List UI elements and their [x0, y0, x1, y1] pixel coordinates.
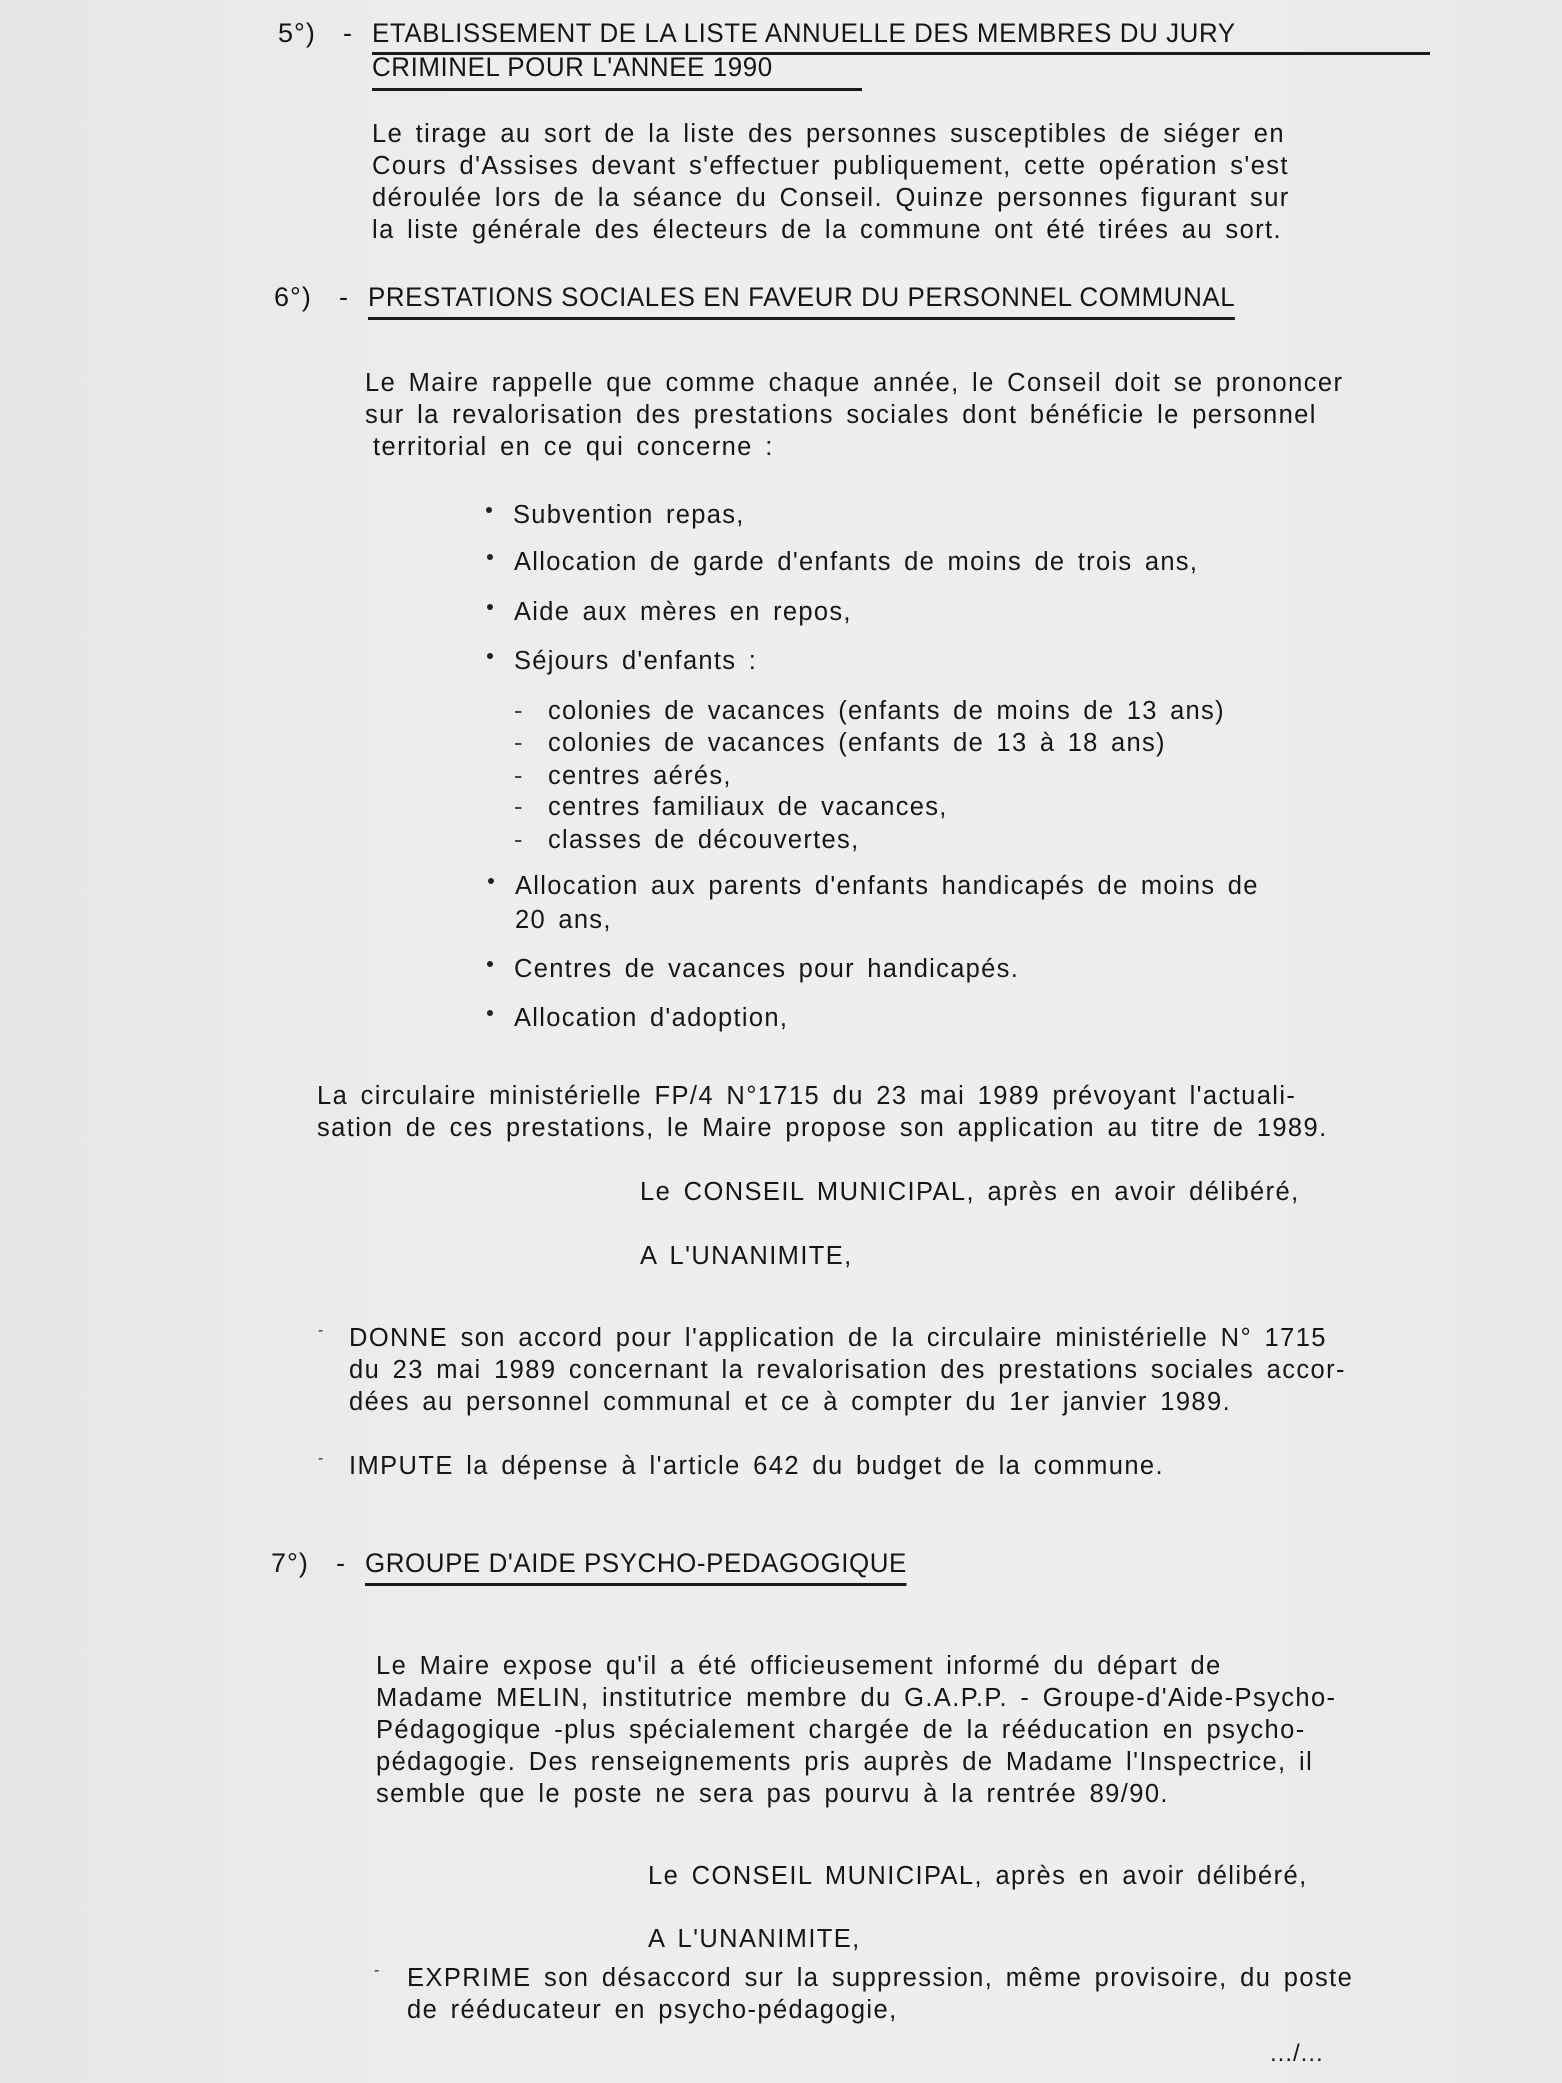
decision-item: [318, 1322, 1346, 1418]
paragraph-line: sur la revalorisation des prestations sociales dont bénéficie le personnel: [365, 401, 1317, 429]
decision-item: [374, 1962, 1354, 2026]
paragraph-line: Pédagogique -plus spécialement chargée de la rééducation en psycho-: [376, 1716, 1306, 1744]
bullet-icon: [487, 1010, 493, 1016]
dash-marker: -: [514, 826, 524, 854]
list-item-text: Centres de vacances pour handicapés.: [514, 955, 1020, 983]
bullet-icon: [488, 878, 494, 884]
dash-marker: -: [318, 1322, 324, 1339]
sub-list-item-text: colonies de vacances (enfants de 13 à 18 ans): [548, 729, 1166, 757]
dash-marker: -: [514, 793, 524, 821]
section-6-intro: [365, 367, 1343, 463]
dash-marker: -: [318, 1450, 324, 1467]
paragraph-line: déroulée lors de la séance du Conseil. Quinze personnes figurant sur: [372, 184, 1290, 212]
list-item-text: Subvention repas,: [513, 501, 745, 529]
bullet-icon: [487, 961, 493, 967]
decision-line: EXPRIME son désaccord sur la suppression, même provisoire, du poste: [407, 1964, 1354, 1992]
list-item: [513, 501, 745, 530]
section-5-title-line-2: CRIMINEL POUR L'ANNEE 1990: [372, 52, 773, 82]
bullet-icon: [487, 653, 493, 659]
section-7-number: 7°): [271, 1548, 309, 1578]
list-item-text: Séjours d'enfants :: [514, 647, 758, 675]
section-5-title-line-1: ETABLISSEMENT DE LA LISTE ANNUELLE DES MEMBRES DU JURY: [372, 18, 1236, 48]
conseil-deliberation: Le CONSEIL MUNICIPAL, après en avoir délibéré,: [648, 1862, 1308, 1890]
sub-list-item-text: centres familiaux de vacances,: [548, 793, 948, 821]
sub-list-item: [514, 793, 948, 822]
unanimite-label: A L'UNANIMITE,: [648, 1925, 861, 1953]
sub-list-item: [514, 762, 732, 791]
dash-marker: -: [374, 1962, 380, 1979]
paragraph-line: territorial en ce qui concerne :: [373, 433, 774, 461]
paragraph-line: pédagogie. Des renseignements pris auprès de Madame l'Inspectrice, il: [376, 1748, 1314, 1776]
sub-list-item-text: colonies de vacances (enfants de moins de 13 ans): [548, 697, 1225, 725]
section-5-number: 5°): [278, 18, 316, 48]
unanimite-label: A L'UNANIMITE,: [640, 1242, 853, 1270]
bullet-icon: [487, 554, 493, 560]
section-5-title-underline-2: [372, 88, 862, 91]
sub-list-item: [514, 826, 860, 855]
paragraph-line: La circulaire ministérielle FP/4 N°1715 du 23 mai 1989 prévoyant l'actuali-: [317, 1082, 1297, 1110]
section-5-dash: -: [343, 18, 353, 48]
conseil-deliberation: Le CONSEIL MUNICIPAL, après en avoir délibéré,: [640, 1178, 1300, 1206]
decision-line: du 23 mai 1989 concernant la revalorisation des prestations sociales accor-: [349, 1356, 1346, 1384]
section-7-dash: -: [336, 1548, 346, 1578]
section-7-title: GROUPE D'AIDE PSYCHO-PEDAGOGIQUE: [365, 1548, 907, 1586]
bullet-icon: [487, 604, 493, 610]
list-item-text: Allocation de garde d'enfants de moins de trois ans,: [514, 548, 1199, 576]
sub-list-item: [514, 697, 1225, 726]
decision-line: dées au personnel communal et ce à compter du 1er janvier 1989.: [349, 1388, 1232, 1416]
section-6-number: 6°): [274, 282, 312, 312]
section-6-title: PRESTATIONS SOCIALES EN FAVEUR DU PERSONNEL COMMUNAL: [368, 282, 1235, 320]
dash-marker: -: [514, 762, 524, 790]
list-item: [514, 1004, 788, 1033]
list-item: [514, 647, 757, 676]
list-item-continuation: [515, 906, 612, 935]
paragraph-line: Le tirage au sort de la liste des personnes susceptibles de siéger en: [372, 120, 1285, 148]
decision-item: [318, 1450, 1164, 1482]
dash-marker: -: [514, 729, 524, 757]
list-item: [514, 548, 1198, 577]
bullet-icon: [486, 507, 492, 513]
sub-list-item-text: classes de découvertes,: [548, 826, 860, 854]
paragraph-line: Le Maire rappelle que comme chaque année, le Conseil doit se prononcer: [365, 369, 1344, 397]
paragraph-line: Le Maire expose qu'il a été officieusement informé du départ de: [376, 1652, 1222, 1680]
paragraph-line: sation de ces prestations, le Maire propose son application au titre de 1989.: [317, 1114, 1328, 1142]
list-item: [515, 872, 1259, 901]
decision-line: IMPUTE la dépense à l'article 642 du budget de la commune.: [349, 1452, 1164, 1480]
paragraph-line: semble que le poste ne sera pas pourvu à la rentrée 89/90.: [376, 1780, 1169, 1808]
section-7-paragraph: [376, 1650, 1336, 1810]
circulaire-paragraph: [317, 1080, 1328, 1144]
sub-list-item: [514, 729, 1166, 758]
list-item: [514, 955, 1019, 984]
sub-list-item-text: centres aérés,: [548, 762, 732, 790]
dash-marker: -: [514, 697, 524, 725]
paragraph-line: la liste générale des électeurs de la commune ont été tirées au sort.: [372, 216, 1283, 244]
list-item-text: Aide aux mères en repos,: [514, 598, 852, 626]
continuation-marker: .../...: [1270, 2040, 1324, 2067]
section-5-paragraph: [372, 118, 1290, 246]
section-6-dash: -: [339, 282, 349, 312]
decision-line: de rééducateur en psycho-pédagogie,: [407, 1996, 898, 2024]
list-item: [514, 598, 852, 627]
decision-line: DONNE son accord pour l'application de la circulaire ministérielle N° 1715: [349, 1324, 1327, 1352]
list-item-text: Allocation aux parents d'enfants handicapés de moins de: [515, 872, 1259, 900]
list-item-text: 20 ans,: [515, 906, 612, 934]
list-item-text: Allocation d'adoption,: [514, 1004, 789, 1032]
paragraph-line: Madame MELIN, institutrice membre du G.A.P.P. - Groupe-d'Aide-Psycho-: [376, 1684, 1337, 1712]
paragraph-line: Cours d'Assises devant s'effectuer publiquement, cette opération s'est: [372, 152, 1289, 180]
